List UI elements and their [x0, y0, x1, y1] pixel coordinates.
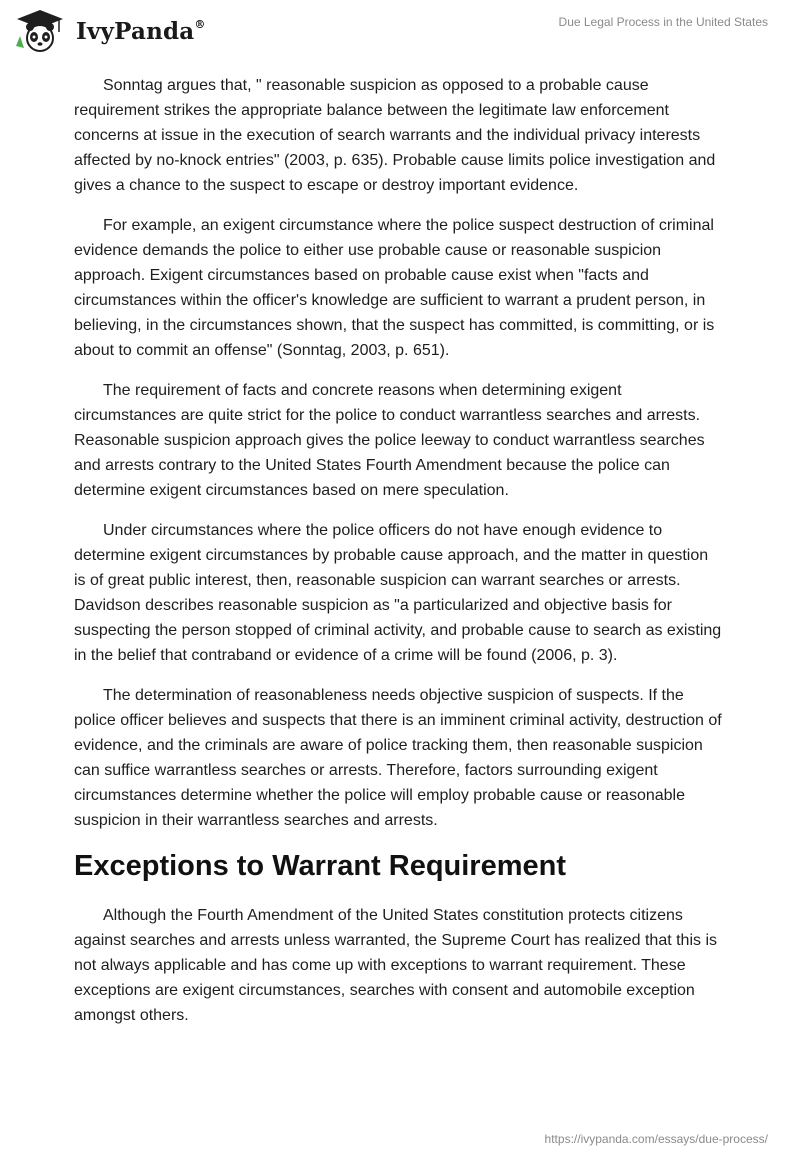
brand-text: IvyPanda — [76, 18, 195, 45]
paragraph: The determination of reasonableness needs objective suspicion of suspects. If the police officer believes and suspects that there is an imminent criminal activity, destruction of evidence, and the criminals are aware of police tracking them, then reasonable suspicion can suffice warrantless searches or arrests. Therefore, factors surrounding exigent circumstances determine whether the police will employ probable cause or reasonable suspicion in their warrantless searches and arrests. — [74, 687, 722, 829]
paragraph: Under circumstances where the police officers do not have enough evidence to determine exigent circumstances by probable cause approach, and the matter in question is of great public interest, then, reasonable suspicion can warrant searches or arrests. Davidson describes reasonable suspicion as "a particularized and objective basis for suspecting the person stopped of criminal activity, and probable cause to search as existing in the belief that contraband or evidence of a crime will be found (2006, p. 3). — [74, 522, 722, 664]
brand-name[interactable] — [76, 18, 206, 45]
paragraph: The requirement of facts and concrete reasons when determining exigent circumstances are quite strict for the police to conduct warrantless searches and arrests. Reasonable suspicion approach gives the police leeway to conduct warrantless searches and arrests contrary to the United States Fourth Amendment because the police can determine exigent circumstances based on mere speculation. — [74, 382, 705, 499]
registered-mark: ® — [194, 18, 206, 32]
section-heading: Exceptions to Warrant Requirement — [74, 850, 567, 882]
page-header — [0, 0, 800, 64]
paragraph: Sonntag argues that, " reasonable suspicion as opposed to a probable cause requirement strikes the appropriate balance between the legitimate law enforcement concerns at issue in the execution of search warrants and the individual privacy interests affected by no-knock entries" (2003, p. 635). Probable cause limits police investigation and gives a chance to the suspect to escape or destroy important evidence. — [74, 77, 716, 194]
paragraph: For example, an exigent circumstance where the police suspect destruction of criminal evidence demands the police to either use probable cause or reasonable suspicion approach. Exigent circumstances based on probable cause exist when "facts and circumstances within the officer's knowledge are sufficient to warrant a prudent person, in believing, in the circumstances shown, that the suspect has committed, is committing, or is about to commit an offense" (Sonntag, 2003, p. 651). — [74, 217, 715, 359]
paragraph: Although the Fourth Amendment of the United States constitution protects citizens against searches and arrests unless warranted, the Supreme Court has realized that this is not always applicable and has come up with exceptions to warrant requirement. These exceptions are exigent circumstances, searches with consent and automobile exception amongst others. — [74, 907, 717, 1024]
document-title: Due Legal Process in the United States — [558, 15, 768, 29]
article-body — [74, 73, 724, 1043]
footer-url[interactable]: https://ivypanda.com/essays/due-process/ — [544, 1132, 768, 1146]
ivypanda-logo-icon[interactable] — [14, 8, 66, 54]
